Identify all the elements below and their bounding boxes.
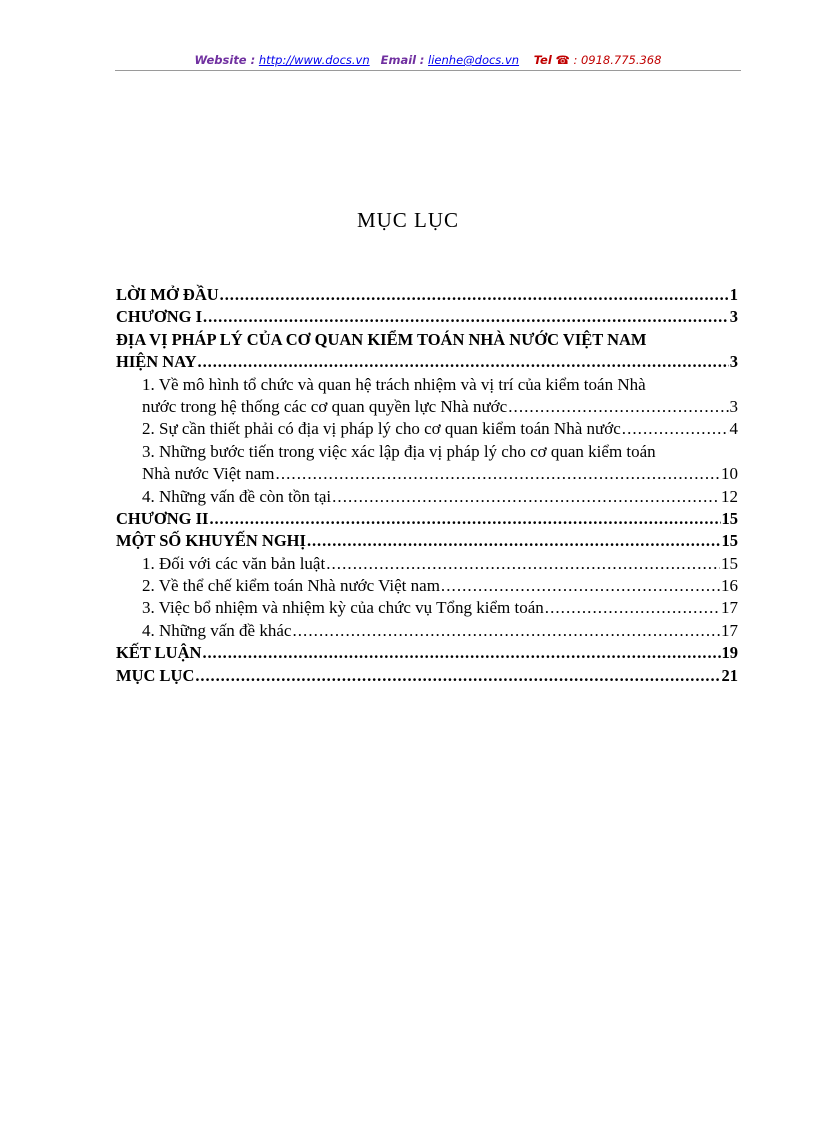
- toc-entry-title: 2. Sự cần thiết phải có địa vị pháp lý cho cơ quan kiểm toán Nhà nước: [142, 419, 621, 439]
- toc-entry-page: 17: [721, 620, 738, 640]
- toc-entry[interactable]: [116, 508, 738, 530]
- toc-entry-title: 1. Đối với các văn bản luật: [142, 553, 326, 573]
- toc-entry-title: MỤC LỤC: [116, 665, 195, 685]
- toc-entry-line[interactable]: 3. Những bước tiến trong việc xác lập địa vị pháp lý cho cơ quan kiểm toán: [142, 441, 656, 461]
- toc-leader: [441, 575, 720, 597]
- toc-entry[interactable]: [116, 597, 738, 619]
- toc-entry-page: 3: [729, 307, 738, 327]
- toc-entry-page: 17: [721, 598, 738, 618]
- toc-entry-title: 3. Việc bổ nhiệm và nhiệm kỳ của chức vụ Tổng kiểm toán: [142, 598, 544, 618]
- toc-entry[interactable]: [116, 530, 738, 552]
- toc-entry[interactable]: [116, 575, 738, 597]
- toc-entry[interactable]: [116, 306, 738, 328]
- toc-entry-page: 15: [721, 531, 738, 551]
- page-title: MỤC LỤC: [356, 208, 460, 232]
- toc-leader: [508, 396, 728, 418]
- toc-entry-title: nước trong hệ thống các cơ quan quyền lực Nhà nước: [142, 396, 508, 416]
- toc-entry-title: KẾT LUẬN: [116, 643, 202, 663]
- website-label: Website :: [194, 53, 256, 67]
- tel-label: Tel: [533, 53, 552, 67]
- toc-entry-title: MỘT SỐ KHUYẾN NGHỊ: [116, 531, 306, 551]
- tel-number: : 0918.775.368: [573, 53, 662, 67]
- toc-entry-page: 15: [721, 508, 738, 528]
- toc-leader: [203, 306, 729, 328]
- toc-leader: [198, 351, 729, 373]
- toc-entry-page: 1: [729, 285, 738, 304]
- toc-leader: [292, 620, 720, 642]
- toc-entry-line[interactable]: 1. Về mô hình tổ chức và quan hệ trách nhiệm và vị trí của kiểm toán Nhà: [142, 374, 646, 394]
- toc-entry[interactable]: [116, 418, 738, 440]
- toc-leader: [195, 665, 720, 687]
- toc-entry[interactable]: [116, 642, 738, 664]
- toc-leader: [276, 463, 720, 485]
- email-separator: :: [419, 53, 425, 67]
- toc-entry-title: Nhà nước Việt nam: [142, 464, 275, 484]
- toc-entry-page: 16: [721, 576, 738, 596]
- toc-entry-title: 4. Những vấn đề khác: [142, 620, 292, 640]
- toc-entry-page: 21: [721, 665, 738, 685]
- toc-leader: [202, 642, 720, 664]
- page-header: [115, 50, 741, 71]
- toc-leader: [622, 418, 729, 440]
- toc-leader: [220, 284, 729, 306]
- toc-entry[interactable]: [116, 463, 738, 485]
- toc-leader: [545, 597, 720, 619]
- toc-entry[interactable]: [116, 351, 738, 373]
- toc-entry-title: CHƯƠNG II: [116, 508, 209, 528]
- toc-entry-page: 4: [729, 419, 738, 439]
- toc-entry-page: 15: [721, 553, 738, 573]
- toc-entry-line[interactable]: ĐỊA VỊ PHÁP LÝ CỦA CƠ QUAN KIỂM TOÁN NHÀ NƯỚC VIỆT NAM: [116, 329, 647, 349]
- toc-entry-title: LỜI MỞ ĐẦU: [116, 285, 219, 304]
- toc-entry[interactable]: [116, 620, 738, 642]
- toc-entry[interactable]: [116, 553, 738, 575]
- toc-entry-page: 3: [729, 396, 738, 416]
- toc-entry-page: 10: [721, 464, 738, 484]
- toc-leader: [209, 508, 720, 530]
- email-label: Email: [380, 53, 417, 67]
- toc-entry-page: 12: [721, 486, 738, 506]
- toc-entry-title: HIỆN NAY: [116, 352, 197, 372]
- toc-entry-title: 2. Về thể chế kiểm toán Nhà nước Việt nam: [142, 576, 440, 596]
- website-link[interactable]: http://www.docs.vn: [258, 53, 370, 67]
- toc-entry[interactable]: [116, 665, 738, 687]
- toc-leader: [307, 530, 721, 552]
- toc-leader: [326, 553, 720, 575]
- toc-entry-title: 4. Những vấn đề còn tồn tại: [142, 486, 332, 506]
- table-of-contents: [116, 284, 738, 687]
- toc-entry[interactable]: [116, 284, 738, 306]
- toc-entry-title: CHƯƠNG I: [116, 307, 203, 327]
- email-link[interactable]: lienhe@docs.vn: [428, 53, 520, 67]
- toc-leader: [332, 486, 720, 508]
- toc-entry-page: 3: [729, 352, 738, 372]
- toc-entry[interactable]: [116, 396, 738, 418]
- toc-entry[interactable]: [116, 486, 738, 508]
- toc-entry-page: 19: [721, 643, 738, 663]
- telephone-icon: ☎: [555, 53, 570, 67]
